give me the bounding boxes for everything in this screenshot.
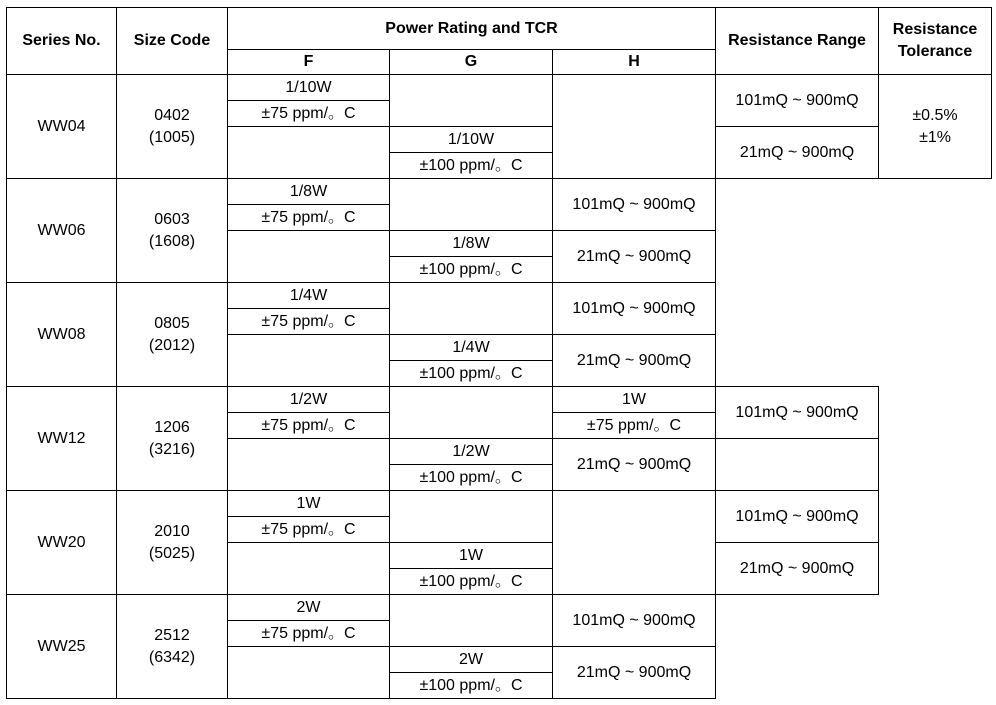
resistance-range-header: Resistance Range — [716, 8, 879, 75]
g-power-cell: 1/4W — [390, 335, 553, 361]
f-tcr-cell: ±75 ppm/。C — [228, 309, 390, 335]
tolerance-value-1: ±0.5% — [912, 106, 958, 124]
f-empty-cell — [228, 647, 390, 699]
table-row — [7, 387, 992, 413]
size-code-cell — [117, 595, 228, 699]
size-code-cell — [117, 491, 228, 595]
size-code-header: Size Code — [117, 8, 228, 75]
g-power-cell: 1/10W — [390, 127, 553, 153]
size-code: 0805 — [154, 314, 190, 332]
f-power-cell: 2W — [228, 595, 390, 621]
metric-code: (6342) — [148, 648, 196, 666]
range-cell: 21mQ ~ 900mQ — [553, 335, 716, 387]
header-row-1 — [7, 8, 992, 50]
tolerance-cell — [879, 75, 992, 179]
g-tcr-cell: ±100 ppm/。C — [390, 465, 553, 491]
column-f-header: F — [228, 50, 390, 75]
size-code-cell — [117, 179, 228, 283]
table-row — [7, 595, 992, 621]
g-tcr-cell: ±100 ppm/。C — [390, 153, 553, 179]
g-empty-cell — [390, 283, 553, 335]
f-tcr-cell: ±75 ppm/。C — [228, 517, 390, 543]
size-code: 0603 — [154, 210, 190, 228]
table-row — [7, 283, 992, 309]
series-cell: WW12 — [7, 387, 117, 491]
size-code: 2512 — [154, 626, 190, 644]
g-tcr-cell: ±100 ppm/。C — [390, 361, 553, 387]
range-cell: 21mQ ~ 900mQ — [553, 647, 716, 699]
range-cell: 101mQ ~ 900mQ — [716, 387, 879, 439]
resistance-tolerance-header — [879, 8, 992, 75]
f-tcr-cell: ±75 ppm/。C — [228, 205, 390, 231]
range-cell: 101mQ ~ 900mQ — [553, 179, 716, 231]
g-tcr-cell: ±100 ppm/。C — [390, 673, 553, 699]
table-row — [7, 491, 992, 517]
resistor-spec-table — [6, 7, 992, 699]
table-row — [7, 179, 992, 205]
range-cell: 101mQ ~ 900mQ — [716, 491, 879, 543]
f-tcr-cell: ±75 ppm/。C — [228, 101, 390, 127]
f-empty-cell — [228, 439, 390, 491]
f-tcr-cell: ±75 ppm/。C — [228, 621, 390, 647]
tolerance-value-2: ±1% — [919, 128, 951, 146]
range-cell: 101mQ ~ 900mQ — [553, 595, 716, 647]
size-code-cell — [117, 283, 228, 387]
series-cell: WW06 — [7, 179, 117, 283]
g-power-cell: 1W — [390, 543, 553, 569]
tolerance-header-line1: Resistance — [892, 21, 978, 38]
size-code-cell — [117, 75, 228, 179]
f-empty-cell — [228, 231, 390, 283]
h-empty-cell — [553, 75, 716, 179]
metric-code: (2012) — [148, 336, 196, 354]
size-code: 1206 — [154, 418, 190, 436]
g-power-cell: 1/2W — [390, 439, 553, 465]
g-tcr-cell: ±100 ppm/。C — [390, 569, 553, 595]
f-power-cell: 1/4W — [228, 283, 390, 309]
h-tcr-cell: ±75 ppm/。C — [553, 413, 716, 439]
f-power-cell: 1/10W — [228, 75, 390, 101]
g-power-cell: 1/8W — [390, 231, 553, 257]
metric-code: (1005) — [148, 128, 196, 146]
f-empty-cell — [228, 543, 390, 595]
series-cell: WW08 — [7, 283, 117, 387]
column-g-header: G — [390, 50, 553, 75]
range-cell: 21mQ ~ 900mQ — [716, 127, 879, 179]
g-power-cell: 2W — [390, 647, 553, 673]
series-cell: WW04 — [7, 75, 117, 179]
series-cell: WW25 — [7, 595, 117, 699]
g-empty-cell — [390, 595, 553, 647]
size-code-cell — [117, 387, 228, 491]
metric-code: (1608) — [148, 232, 196, 250]
range-cell: 21mQ ~ 900mQ — [716, 543, 879, 595]
f-empty-cell — [228, 335, 390, 387]
f-tcr-cell: ±75 ppm/。C — [228, 413, 390, 439]
column-h-header: H — [553, 50, 716, 75]
g-empty-cell — [390, 387, 553, 439]
series-header: Series No. — [7, 8, 117, 75]
range-cell: 101mQ ~ 900mQ — [716, 75, 879, 127]
metric-code: (5025) — [148, 544, 196, 562]
power-rating-header: Power Rating and TCR — [228, 8, 716, 50]
g-tcr-cell: ±100 ppm/。C — [390, 257, 553, 283]
g-empty-cell — [390, 491, 553, 543]
h-empty-cell — [553, 491, 716, 595]
h-power-cell: 1W — [553, 387, 716, 413]
range-cell: 101mQ ~ 900mQ — [553, 283, 716, 335]
size-code: 2010 — [154, 522, 190, 540]
table-row — [7, 75, 992, 101]
tolerance-header-line2: Tolerance — [897, 43, 973, 60]
g-empty-cell — [390, 75, 553, 127]
metric-code: (3216) — [148, 440, 196, 458]
f-power-cell: 1W — [228, 491, 390, 517]
f-power-cell: 1/2W — [228, 387, 390, 413]
range-cell: 21mQ ~ 900mQ — [553, 439, 716, 491]
series-cell: WW20 — [7, 491, 117, 595]
range-cell: 21mQ ~ 900mQ — [553, 231, 716, 283]
f-empty-cell — [228, 127, 390, 179]
h-empty-cell — [716, 439, 879, 491]
size-code: 0402 — [154, 106, 190, 124]
g-empty-cell — [390, 179, 553, 231]
f-power-cell: 1/8W — [228, 179, 390, 205]
